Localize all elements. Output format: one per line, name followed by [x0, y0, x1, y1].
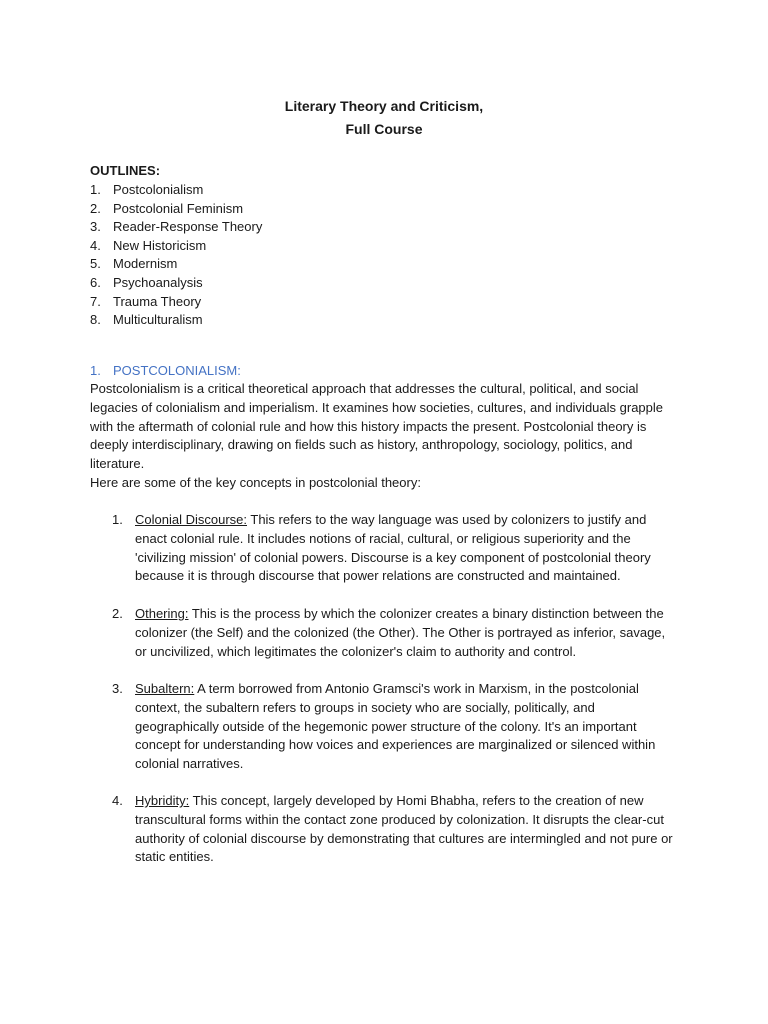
outline-item: [90, 274, 262, 293]
outline-item: [90, 200, 262, 219]
outline-item-number: 3.: [90, 219, 101, 235]
outline-list: [90, 181, 262, 330]
section-number: 1.: [90, 363, 101, 378]
concept-item-colonial-discourse: [112, 511, 675, 586]
outline-item: [90, 218, 262, 237]
outline-item-number: 5.: [90, 256, 101, 272]
outline-item-label: Modernism: [113, 256, 178, 272]
concept-number: 4.: [112, 793, 123, 808]
document-title-line-1: Literary Theory and Criticism,: [284, 98, 484, 114]
key-concepts-intro: Here are some of the key concepts in postcolonial theory:: [90, 475, 421, 490]
outline-item-number: 1.: [90, 182, 101, 197]
concept-term: Othering:: [135, 606, 189, 621]
outline-item: [90, 293, 262, 312]
section-intro-paragraph: Postcolonialism is a critical theoretical approach that addresses the cultural, political, and social legacies of colonialism and imperialism. It examines how societies, cultures, and individuals grapple with the aftermath of colonial rule and how this history impacts the present. Postcolonial theory is deeply interdisciplinary, drawing on fields such as history, anthropology, sociology, politics, and literature.: [90, 381, 664, 472]
concept-description: A term borrowed from Antonio Gramsci's work in Marxism, in the postcolonial context, the subaltern refers to groups in society who are socially, politically, and geographically outside of the hegemonic power structure of the colony. It's an important concept for understanding how voices and experiences are marginalized or silenced within colonial narratives.: [135, 681, 656, 772]
concept-number: 2.: [112, 606, 123, 621]
outline-item: [90, 255, 262, 274]
outline-item-label: Psychoanalysis: [113, 274, 203, 290]
section-title: POSTCOLONIALISM:: [113, 363, 241, 378]
concept-number: 1.: [112, 512, 123, 527]
section-heading-postcolonialism: [90, 361, 241, 381]
outline-item-number: 2.: [90, 200, 101, 216]
outline-item-label: Trauma Theory: [113, 293, 202, 309]
outline-item-label: Postcolonial Feminism: [113, 200, 244, 216]
outline-item-number: 4.: [90, 237, 101, 253]
outline-item-number: 8.: [90, 312, 101, 328]
outline-item-label: Multiculturalism: [113, 312, 203, 328]
outline-item-number: 7.: [90, 293, 101, 309]
concept-term: Subaltern:: [135, 681, 195, 696]
concept-term: Hybridity:: [135, 793, 190, 808]
concept-description: This concept, largely developed by Homi Bhabha, refers to the creation of new transcultural forms within the contact zone produced by colonization. It disrupts the clear-cut authority of colonial discourse by demonstrating that cultures are intermingled and not pure or static entities.: [135, 793, 673, 865]
concept-item-hybridity: [112, 792, 675, 867]
concept-number: 3.: [112, 681, 123, 696]
concept-item-subaltern: [112, 680, 675, 774]
concept-description: This is the process by which the colonizer creates a binary distinction between the colonizer (the Self) and the colonized (the Other). The Other is portrayed as inferior, savage, or uncivilized, which legitimates the colonizer's claim to authority and control.: [135, 606, 666, 659]
outline-item-label: Postcolonialism: [113, 182, 204, 197]
outline-item-label: Reader-Response Theory: [113, 219, 263, 235]
concept-item-othering: [112, 605, 675, 661]
outline-item: [90, 237, 262, 256]
outline-item-label: New Historicism: [113, 237, 207, 253]
concept-description: This refers to the way language was used by colonizers to justify and enact colonial rule. It includes notions of racial, cultural, or religious superiority and the 'civilizing mission' of colonial powers. Discourse is a key component of postcolonial theory because it is through discourse that power relations are constructed and maintained.: [135, 512, 651, 584]
outline-item: [90, 311, 262, 330]
outlines-heading: OUTLINES:: [90, 163, 161, 178]
concept-term: Colonial Discourse:: [135, 512, 247, 527]
document-title-line-2: Full Course: [345, 121, 423, 137]
outline-item: [90, 181, 262, 200]
outline-item-number: 6.: [90, 274, 101, 290]
